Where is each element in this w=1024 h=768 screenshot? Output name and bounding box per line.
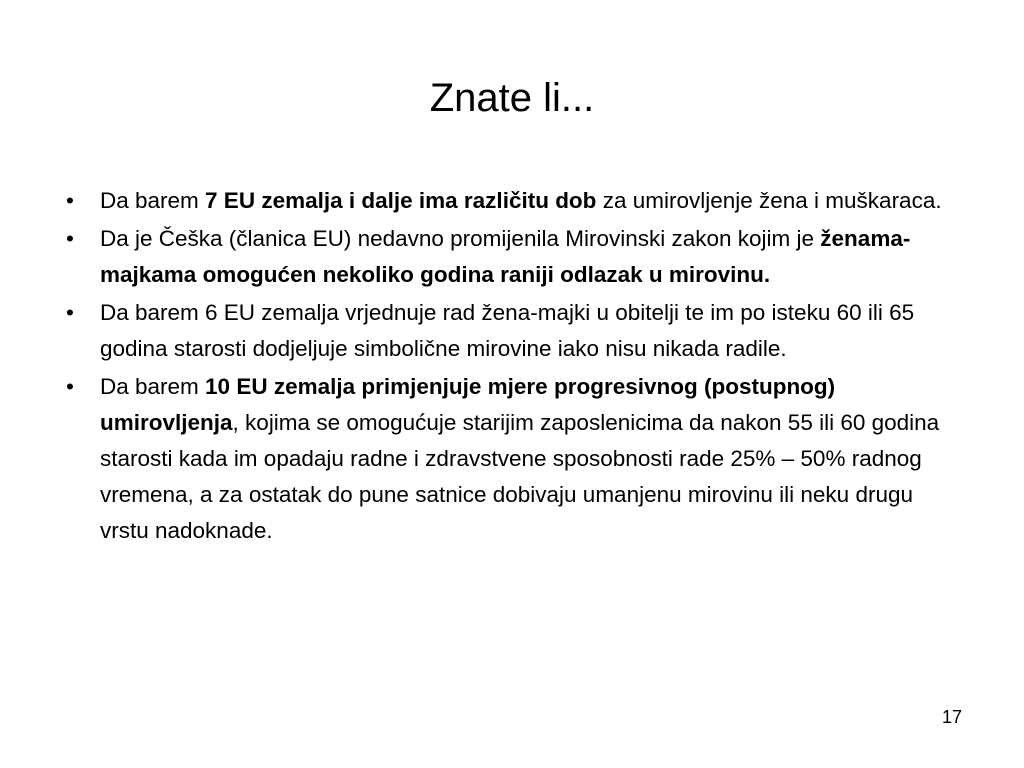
bullet-item (60, 369, 960, 549)
bullet-text (100, 300, 914, 361)
bullet-text-part: Da barem (100, 188, 206, 213)
bullet-text-part: Da barem (100, 374, 206, 399)
bullet-icon: • (66, 374, 74, 399)
bullet-text (100, 188, 942, 213)
slide-title: Znate li... (429, 76, 595, 120)
bullet-text-part: Da je Češka (članica EU) nedavno promijenila Mirovinski zakon kojim je (100, 226, 821, 251)
bullet-text (100, 374, 939, 543)
bullet-text-bold-part: 7 EU zemalja i dalje ima različitu dob (205, 188, 597, 213)
bullet-text-bold-part: ženama-majkama omogućen nekoliko godina raniji odlazak u mirovinu. (100, 226, 911, 287)
bullet-icon: • (66, 300, 74, 325)
bullet-list (60, 183, 960, 549)
bullet-text-bold-part: 10 EU zemalja primjenjuje mjere progresivnog (postupnog) umirovljenja (100, 374, 836, 435)
bullet-icon: • (66, 188, 74, 213)
page-number: 17 (941, 707, 962, 727)
bullet-item (60, 295, 960, 367)
bullet-text-part: Da barem 6 EU zemalja vrjednuje rad žena-majki u obitelji te im po isteku 60 ili 65 godina starosti dodjeljuje simbolične mirovine iako nisu nikada radile. (100, 300, 915, 361)
bullet-icon: • (66, 226, 74, 251)
bullet-item (60, 183, 960, 219)
bullet-item (60, 221, 960, 293)
bullet-text-part: za umirovljenje žena i muškaraca. (596, 188, 942, 213)
bullet-text-part: , kojima se omogućuje starijim zaposlenicima da nakon 55 ili 60 godina starosti kada im opadaju radne i zdravstvene sposobnosti rade 25% – 50% radnog vremena, a za ostatak do pune satnice dobivaju umanjenu mirovinu ili neku drugu vrstu nadoknade. (100, 410, 940, 543)
bullet-text (100, 226, 910, 287)
